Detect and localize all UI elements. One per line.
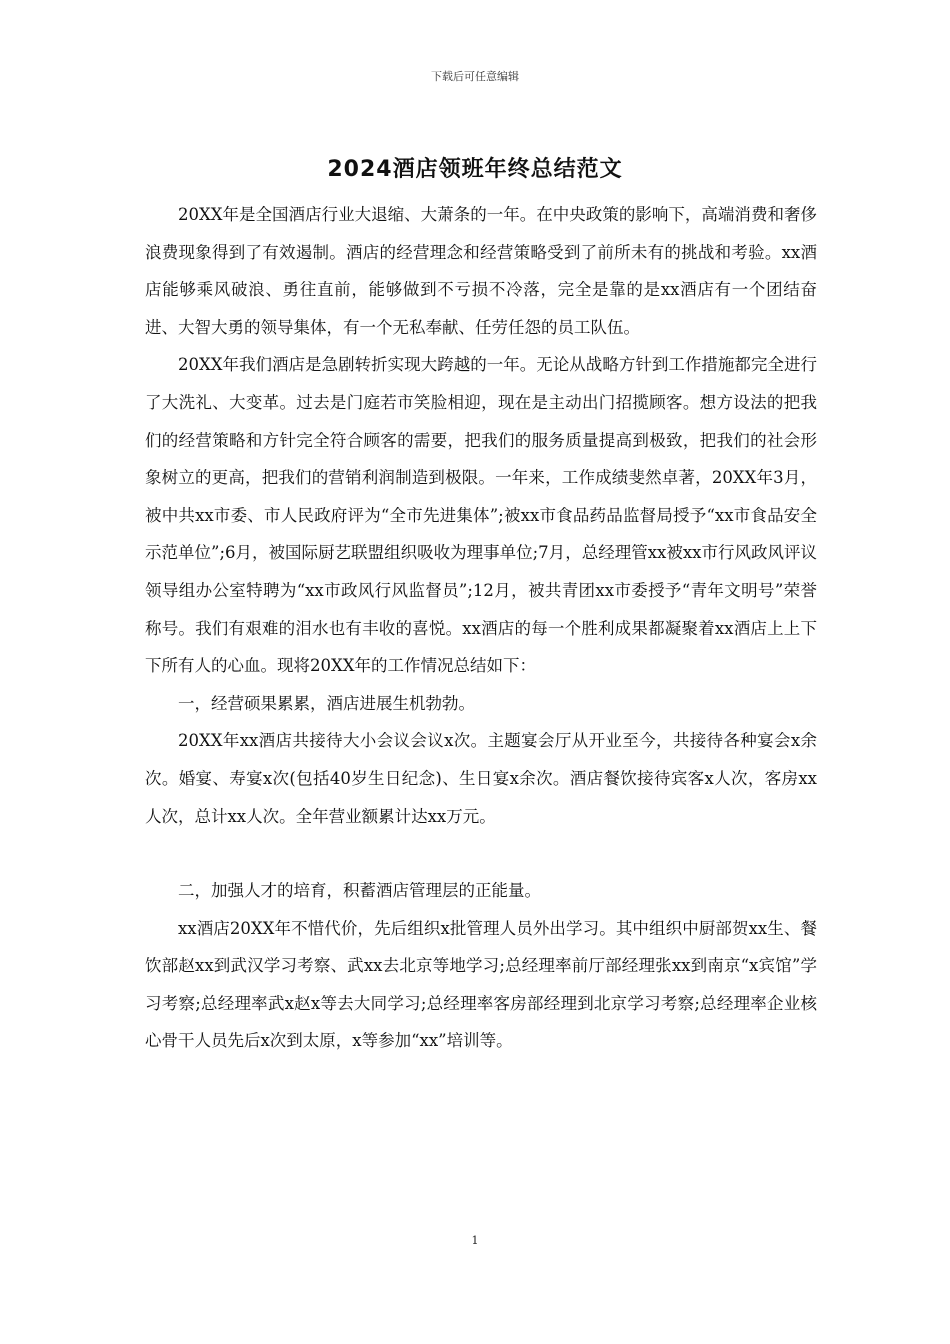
section-heading-talent: 二，加强人才的培育，积蓄酒店管理层的正能量。 <box>178 881 541 901</box>
paragraph-talent: xx酒店20XX年不惜代价，先后组织x批管理人员外出学习。其中组织中厨部贺xx生、餐饮部赵xx到武汉学习考察、武xx去北京等地学习;总经理率前厅部经理张xx到南京“x宾馆”学习考察;总经理率武x赵x等去大同学习;总经理率客房部经理到北京学习考察;总经理率企业核心骨干人员先后x次到太原，x等参加“xx”培训等。 <box>145 918 817 1051</box>
document-body <box>145 196 817 1060</box>
paragraph-operations: 20XX年xx酒店共接待大小会议会议x次。主题宴会厅从开业至今，共接待各种宴会x余次。婚宴、寿宴x次(包括40岁生日纪念)、生日宴x余次。酒店餐饮接待宾客x人次，客房xx人次，总计xx人次。全年营业额累计达xx万元。 <box>145 731 817 826</box>
paragraph-achievements: 20XX年我们酒店是急剧转折实现大跨越的一年。无论从战略方针到工作措施都完全进行了大洗礼、大变革。过去是门庭若市笑脸相迎，现在是主动出门招揽顾客。想方设法的把我们的经营策略和方针完全符合顾客的需要，把我们的服务质量提高到极致，把我们的社会形象树立的更高，把我们的营销利润制造到极限。一年来，工作成绩斐然卓著，20XX年3月，被中共xx市委、市人民政府评为“全市先进集体”;被xx市食品药品监督局授予“xx市食品安全示范单位”;6月，被国际厨艺联盟组织吸收为理事单位;7月，总经理管xx被xx市行风政风评议领导组办公室特聘为“xx市政风行风监督员”;12月，被共青团xx市委授予“青年文明号”荣誉称号。我们有艰难的泪水也有丰收的喜悦。xx酒店的每一个胜利成果都凝聚着xx酒店上上下下所有人的心血。现将20XX年的工作情况总结如下： <box>145 355 817 676</box>
document-title: 2024酒店领班年终总结范文 <box>327 157 623 182</box>
section-heading-operations: 一，经营硕果累累，酒店进展生机勃勃。 <box>178 693 475 713</box>
download-note: 下载后可任意编辑 <box>431 70 519 83</box>
paragraph-intro: 20XX年是全国酒店行业大退缩、大萧条的一年。在中央政策的影响下，高端消费和奢侈浪费现象得到了有效遏制。酒店的经营理念和经营策略受到了前所未有的挑战和考验。xx酒店能够乘风破浪、勇往直前，能够做到不亏损不冷落，完全是靠的是xx酒店有一个团结奋进、大智大勇的领导集体，有一个无私奉献、任劳任怨的员工队伍。 <box>145 205 817 337</box>
page-number: 1 <box>471 1234 479 1247</box>
